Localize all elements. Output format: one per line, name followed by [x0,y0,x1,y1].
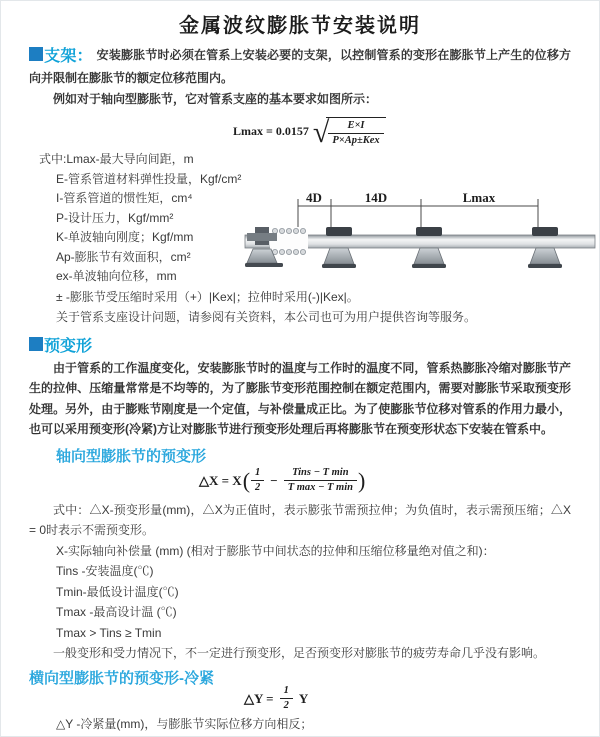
one-half-fraction [251,467,264,494]
service-note: 关于管系支座设计问题，请参阅有关资料，本公司也可为用户提供咨询等服务。 [56,309,477,324]
pipe-support-figure [241,187,597,275]
blue-square-icon [29,47,43,61]
dim-label-4d: 4D [306,190,322,205]
lmax-formula-lhs: Lmax = 0.0157 [233,123,309,138]
page-title: 金属波纹膨胀节安装说明 [179,15,421,37]
one-half-fraction [280,685,293,712]
lmax-formula-denominator: P×Ap±Kex [332,135,380,146]
support-heading: 支架： [44,48,93,65]
temperature-denominator: T max − T min [287,482,353,493]
definition-line: E-管系管道材料弹性投量，Kgf/cm² [56,171,242,186]
half-denominator: 2 [283,700,289,711]
plus-minus-note: ± -膨胀节受压缩时采用（+）|Kex|；拉伸时采用(-)|Kex|。 [56,289,359,304]
definition-line: K-单波轴向刚度；Kgf/mm [56,230,194,244]
definition-line: Tmax -最高设计温 (℃) [56,605,177,619]
definition-line: ex-单波轴向位移，mm [56,269,177,283]
definition-line: P-设计压力，Kgf/mm² [56,210,174,225]
support-intro-paragraph [29,45,571,89]
predeform-section-header [29,335,599,354]
definition-line: I-管系管道的惯性矩，cm⁴ [56,191,193,205]
support-intro-text: 安装膨胀节时必须在管系上安装必要的支架，以控制管系的变形在膨胀节上产生的位移方向并限制在膨胀节的额定位移范围内。 [29,48,571,85]
lateral-subheading: 横向型膨胀节的预变形-冷紧 [29,669,214,687]
temperature-fraction [284,467,357,494]
lateral-formula [244,684,309,711]
bellows-icon [270,228,308,254]
temperature-numerator: Tins − T min [284,467,357,481]
axial-formula [199,466,366,496]
lateral-note: △Y -冷紧量(mm)，与膨胀节实际位移方向相反； [56,716,313,731]
lmax-formula-fraction [328,120,383,147]
support-section-marker [29,50,93,64]
axial-subheading: 轴向型膨胀节的预变形 [56,447,207,465]
close-paren: ) [357,467,366,493]
dim-label-lmax: Lmax [462,190,496,205]
definition-line: Tmax > Tins ≥ Tmin [56,625,162,640]
dim-label-14d: 14D [364,190,388,205]
blue-square-icon [29,337,43,351]
axial-definition-list [1,541,599,644]
support-example-line: 例如对于轴向型膨胀节，它对管系支座的基本要求如图所示： [53,92,378,106]
definition-line: 式中:Lmax-最大导向间距，m [39,152,194,166]
half-denominator: 2 [255,482,261,493]
half-numerator: 1 [280,685,293,699]
axial-explain-paragraph: 式中：△X-预变形量(mm)，△X为正值时，表示膨张节需预拉伸；为负值时，表示需预压缩；△X = 0时表示不需预变形。 [29,502,571,537]
definition-line: Tmin-最低设计温度(℃) [56,584,179,599]
axial-note: 一般变形和受力情况下，不一定进行预变形，足否预变形对膨胀节的疲劳寿命几乎没有影响。 [53,646,546,660]
predeform-heading: 预变形 [44,337,93,355]
minus-sign: − [270,472,278,488]
lmax-formula-numerator: E×I [328,120,383,134]
definition-line: Ap-膨胀节有效面积，cm² [56,249,191,264]
predeform-paragraph: 由于管系的工作温度变化，安装膨胀节时的温度与工作时的温度不同，管系热膨胀冷缩对膨胀节产生的拉伸、压缩量常常是不均等的，为了膨胀节变形范围控制在额定范围内，需要对膨胀节采取预变形处理。另外，由于膨账节刚度是一个定值，与补偿量成正比。为了使膨胀节位移对管系的作用力最小，也可以采用预变形(冷紧)方让对膨胀节进行预变形处理后再将膨胀节在预变形状态下安装在管系中。 [29,360,571,436]
open-paren: ( [242,467,251,493]
lateral-formula-rhs: Y [298,690,309,706]
definition-line: X-实际轴向补偿量 (mm) (相对于膨胀节中间状态的拉伸和压缩位移量绝对值之和)： [56,543,495,558]
lateral-formula-lhs: △Y = [244,690,274,706]
lmax-formula-root [326,117,385,147]
pipe-support-diagram [241,187,597,275]
axial-formula-lhs: △X = X [199,472,242,488]
definition-line: Tins -安装温度(℃) [56,564,154,578]
half-numerator: 1 [251,467,264,481]
lmax-formula: Lmax = 0.0157 √ $\frac{E\times I}{\text{P×Ap±Kex}}$ [233,115,386,147]
